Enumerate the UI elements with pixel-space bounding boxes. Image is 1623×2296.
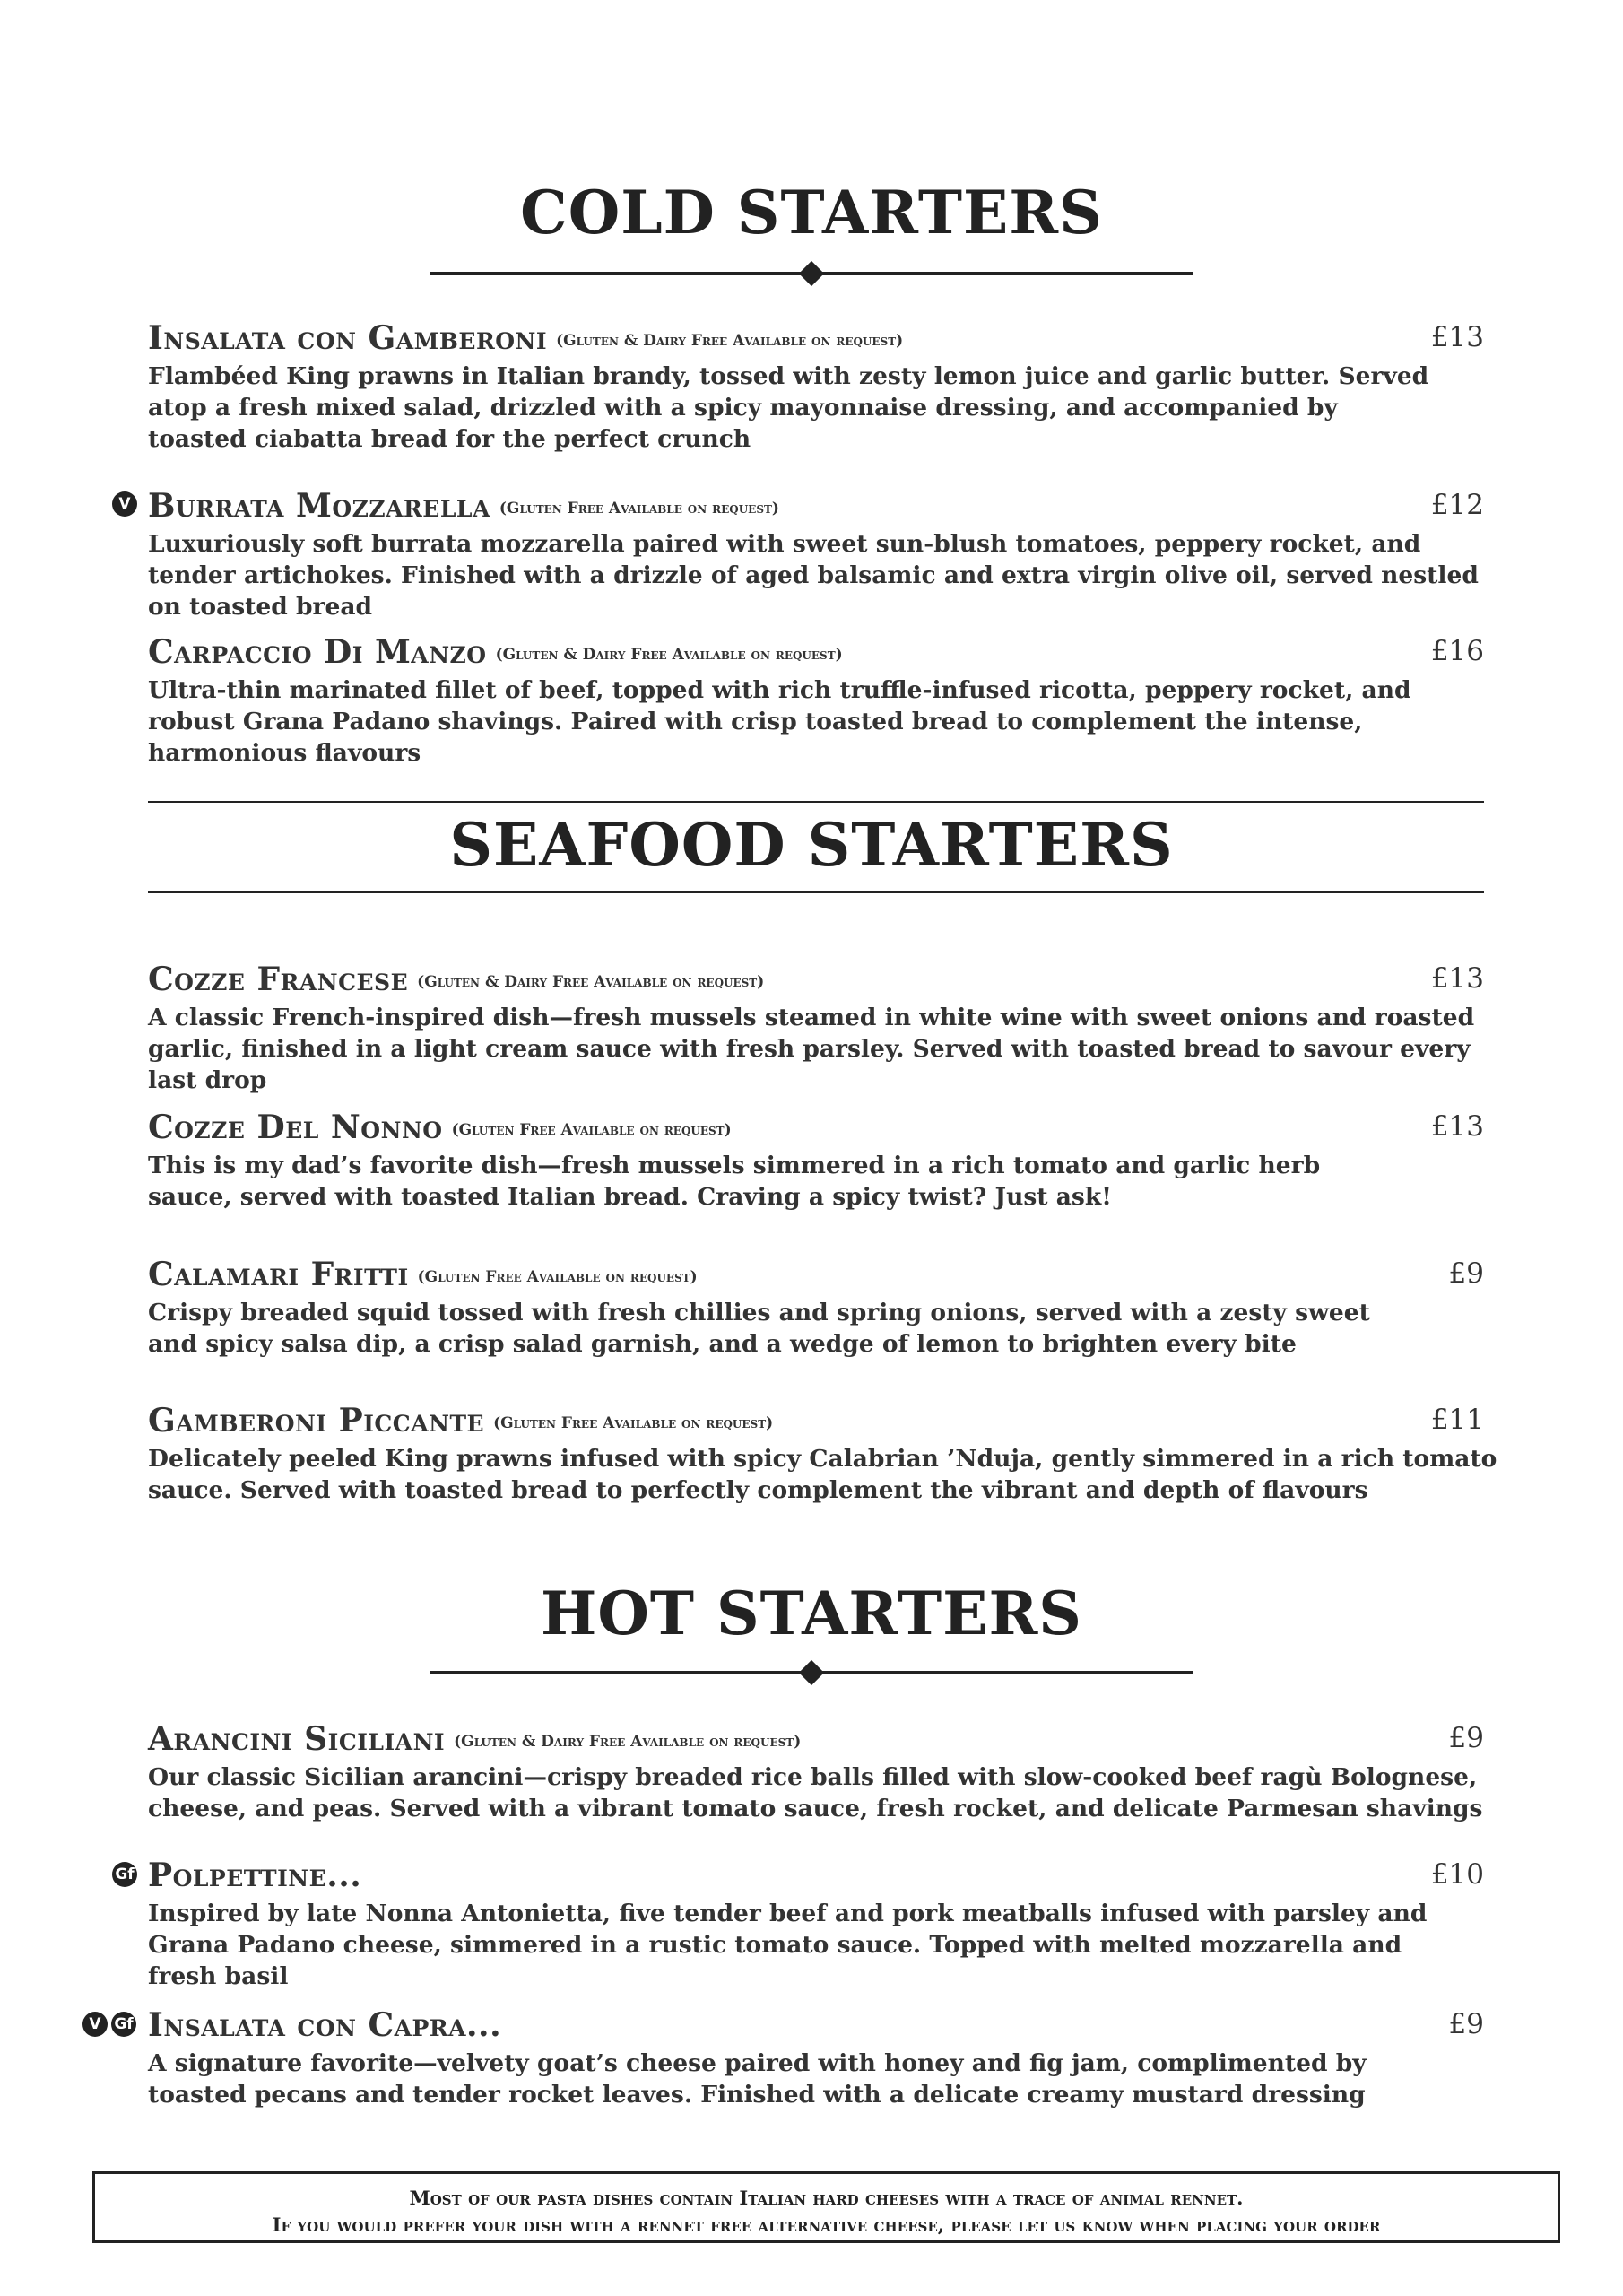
item-note: (Gluten Free Available on request) <box>499 500 779 517</box>
section-title-cold: COLD STARTERS <box>520 178 1103 248</box>
rennet-notice-line-2: If you would prefer your dish with a rennet free alternative cheese, please let us know when placing your order <box>272 2213 1381 2236</box>
diamond-ornament <box>799 1660 824 1685</box>
divider-seafood-top <box>148 801 1484 803</box>
item-name: Insalata con Capra... <box>148 2006 502 2044</box>
item-description: Inspired by late Nonna Antonietta, five tender beef and pork meatballs infused with parsley and Grana Padano cheese, simmered in a rustic tomato sauce. Topped with melted mozzarella and fresh basil <box>148 1900 1428 1990</box>
menu-item <box>148 2006 1511 2110</box>
section-title-seafood: SEAFOOD STARTERS <box>449 810 1174 880</box>
diamond-ornament <box>799 261 824 286</box>
item-price: £13 <box>1430 1110 1484 1143</box>
item-description: Ultra-thin marinated fillet of beef, topped with rich truffle-infused ricotta, peppery rocket, and robust Grana Padano shavings. Paired with crisp toasted bread to complement the intense, harmonious flavours <box>148 676 1411 767</box>
vegetarian-icon: V <box>82 2012 108 2037</box>
item-description: Flambéed King prawns in Italian brandy, tossed with zesty lemon juice and garlic butter. Served atop a fresh mixed salad, drizzled with a spicy mayonnaise dressing, and accompanied by toasted ciabatta bread for the perfect crunch <box>148 362 1429 453</box>
item-description: Luxuriously soft burrata mozzarella paired with sweet sun-blush tomatoes, peppery rocket, and tender artichokes. Finished with a drizzle of aged balsamic and extra virgin olive oil, served nestled on toasted bread <box>148 530 1479 621</box>
item-description: Crispy breaded squid tossed with fresh chillies and spring onions, served with a zesty sweet and spicy salsa dip, a crisp salad garnish, and a wedge of lemon to brighten every bite <box>148 1299 1370 1358</box>
menu-item <box>148 1720 1511 1824</box>
item-name: Burrata Mozzarella <box>148 487 490 525</box>
menu-item <box>148 487 1511 622</box>
item-name: Gamberoni Piccante <box>148 1402 485 1439</box>
item-name: Insalata con Gamberoni <box>148 319 548 357</box>
item-note: (Gluten Free Available on request) <box>493 1414 774 1432</box>
item-description: Our classic Sicilian arancini—crispy breaded rice balls filled with slow-cooked beef ragù Bolognese, cheese, and peas. Served with a vibrant tomato sauce, fresh rocket, and delicate Parmesan shavings <box>148 1763 1483 1822</box>
menu-item <box>148 1256 1511 1360</box>
item-description: A classic French-inspired dish—fresh mussels steamed in white wine with sweet onions and roasted garlic, finished in a light cream sauce with fresh parsley. Served with toasted bread to savour every last drop <box>148 1004 1475 1094</box>
item-description: This is my dad’s favorite dish—fresh mussels simmered in a rich tomato and garlic herb sauce, served with toasted Italian bread. Craving a spicy twist? Just ask! <box>148 1152 1321 1211</box>
item-price: £12 <box>1430 489 1484 521</box>
item-name: Cozze Del Nonno <box>148 1109 443 1146</box>
rennet-notice-line-1: Most of our pasta dishes contain Italian hard cheeses with a trace of animal rennet. <box>409 2187 1244 2209</box>
item-price: £11 <box>1430 1404 1484 1436</box>
rennet-notice-box <box>92 2171 1560 2243</box>
item-note: (Gluten & Dairy Free Available on request) <box>556 332 904 350</box>
item-price: £9 <box>1448 1257 1484 1290</box>
gluten-free-icon: Gf <box>112 1862 137 1887</box>
item-name: Arancini Siciliani <box>148 1720 446 1758</box>
item-note: (Gluten & Dairy Free Available on request) <box>417 973 765 991</box>
item-name: Carpaccio Di Manzo <box>148 633 487 671</box>
item-note: (Gluten & Dairy Free Available on request) <box>495 646 843 664</box>
section-title-hot: HOT STARTERS <box>541 1578 1082 1648</box>
divider-seafood-bottom <box>148 891 1484 893</box>
item-price: £16 <box>1430 635 1484 667</box>
item-description: A signature favorite—velvety goat’s cheese paired with honey and fig jam, complimented by toasted pecans and tender rocket leaves. Finished with a delicate creamy mustard dressing <box>148 2049 1367 2109</box>
menu-item <box>148 961 1511 1096</box>
vegetarian-icon: V <box>112 491 137 517</box>
menu-item <box>148 1857 1511 1992</box>
item-name: Cozze Francese <box>148 961 409 998</box>
item-price: £13 <box>1430 962 1484 995</box>
item-description: Delicately peeled King prawns infused with spicy Calabrian ’Nduja, gently simmered in a rich tomato sauce. Served with toasted bread to perfectly complement the vibrant and depth of flavours <box>148 1445 1497 1504</box>
item-price: £9 <box>1448 1722 1484 1754</box>
gluten-free-icon: Gf <box>111 2012 136 2037</box>
item-name: Calamari Fritti <box>148 1256 409 1293</box>
menu-item <box>148 633 1511 769</box>
item-note: (Gluten Free Available on request) <box>451 1121 732 1139</box>
menu-item <box>148 1109 1511 1213</box>
item-price: £13 <box>1430 321 1484 353</box>
item-name: Polpettine... <box>148 1857 362 1894</box>
menu-item <box>148 1402 1511 1506</box>
item-note: (Gluten Free Available on request) <box>417 1268 698 1286</box>
item-note: (Gluten & Dairy Free Available on request) <box>454 1733 802 1751</box>
item-price: £9 <box>1448 2008 1484 2040</box>
menu-item <box>148 319 1511 455</box>
item-price: £10 <box>1430 1858 1484 1891</box>
